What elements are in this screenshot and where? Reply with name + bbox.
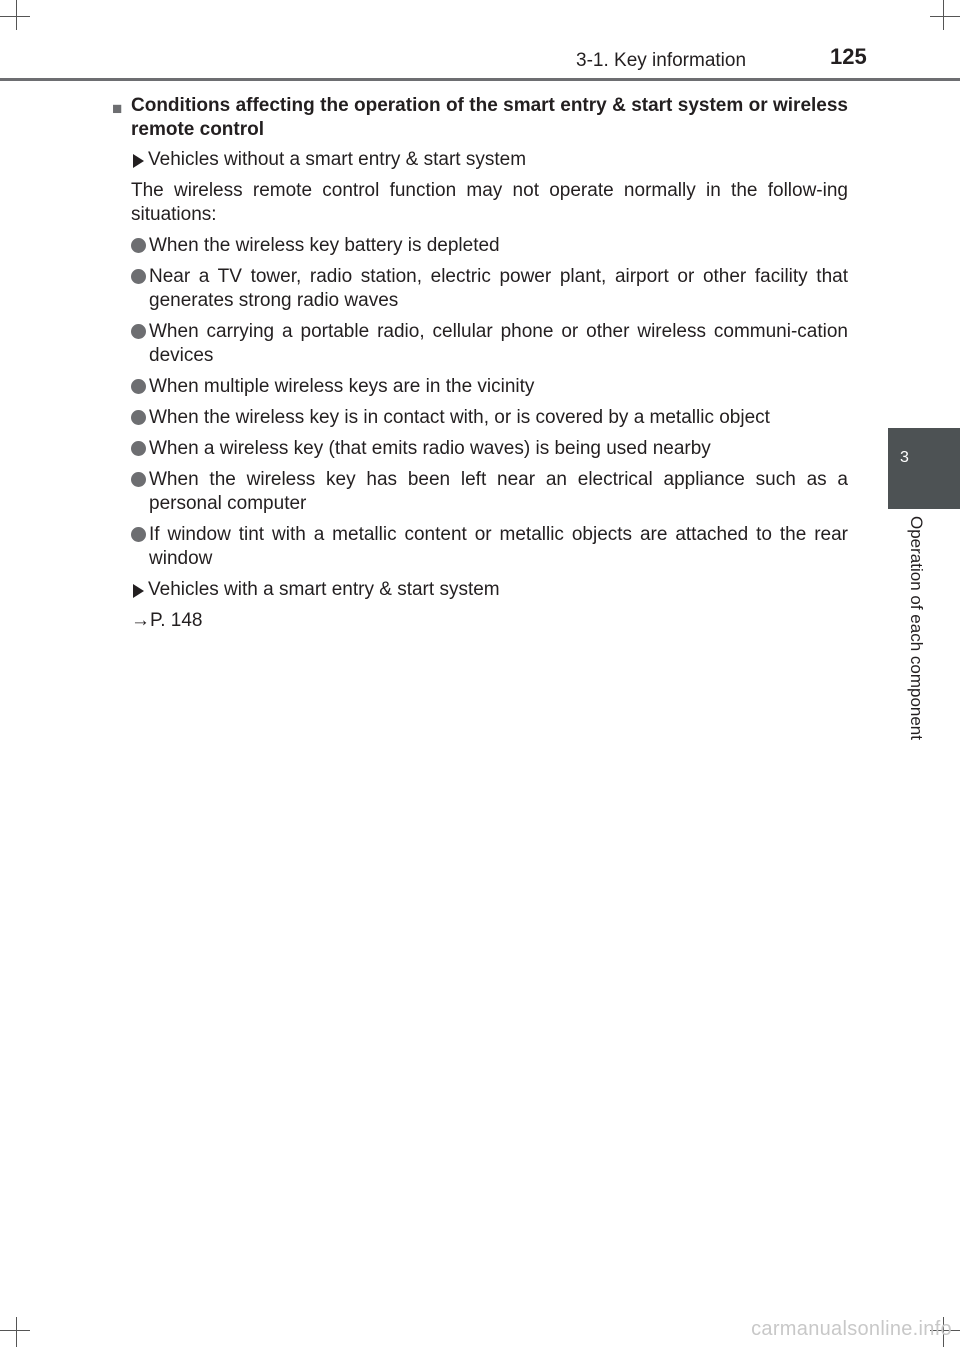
circle-bullet-icon [131,472,146,487]
chapter-number: 3 [900,449,909,466]
list-item [112,437,848,461]
triangle-right-icon [133,154,144,168]
list-item [112,375,848,399]
page-reference-text[interactable]: P. 148 [150,610,203,631]
watermark: carmanualsonline.info [751,1318,952,1340]
circle-bullet-icon [131,269,146,284]
crop-mark [0,1330,30,1331]
header-section-title: 3-1. Key information [576,50,747,71]
section-heading-text: Conditions affecting the operation of the smart entry & start system or wireless remote control [131,95,848,140]
chapter-tab [888,428,960,509]
list-item-text: When the wireless key battery is depleted [149,235,500,256]
list-item [112,523,848,571]
chapter-label: Operation of each component [907,516,926,740]
list-item [112,320,848,368]
subheading-with-system [112,578,848,602]
arrow-right-icon: → [131,610,150,631]
circle-bullet-icon [131,410,146,425]
subheading-text: Vehicles without a smart entry & start system [148,149,527,170]
list-item-text: When the wireless key is in contact with, or is covered by a metallic object [149,407,770,428]
crop-mark [16,1317,17,1347]
page-number: 125 [830,44,867,69]
circle-bullet-icon [131,324,146,339]
crop-mark [930,16,960,17]
circle-bullet-icon [131,527,146,542]
subheading-text: Vehicles with a smart entry & start system [148,579,500,600]
intro-paragraph: The wireless remote control function may not operate normally in the follow-ing situations: [131,180,848,225]
circle-bullet-icon [131,441,146,456]
main-content [112,94,848,633]
circle-bullet-icon [131,238,146,253]
list-item [112,406,848,430]
crop-mark [16,0,17,30]
header-rule [0,78,960,81]
section-heading [112,94,848,142]
square-bullet-icon: ■ [112,99,123,118]
list-item [112,468,848,516]
list-item-text: When multiple wireless keys are in the vicinity [149,376,535,397]
list-item-text: When carrying a portable radio, cellular phone or other wireless communi-cation devices [149,321,848,366]
list-item-text: Near a TV tower, radio station, electric power plant, airport or other facility that generates strong radio waves [149,266,848,311]
circle-bullet-icon [131,379,146,394]
subheading-without-system [112,148,848,172]
list-item-text: When a wireless key (that emits radio waves) is being used nearby [149,438,711,459]
list-item [112,265,848,313]
list-item [112,234,848,258]
crop-mark [0,16,30,17]
triangle-right-icon [133,584,144,598]
list-item-text: If window tint with a metallic content or metallic objects are attached to the rear window [149,524,848,569]
crop-mark [943,0,944,30]
page-reference[interactable] [112,609,848,633]
list-item-text: When the wireless key has been left near an electrical appliance such as a personal computer [149,469,848,514]
